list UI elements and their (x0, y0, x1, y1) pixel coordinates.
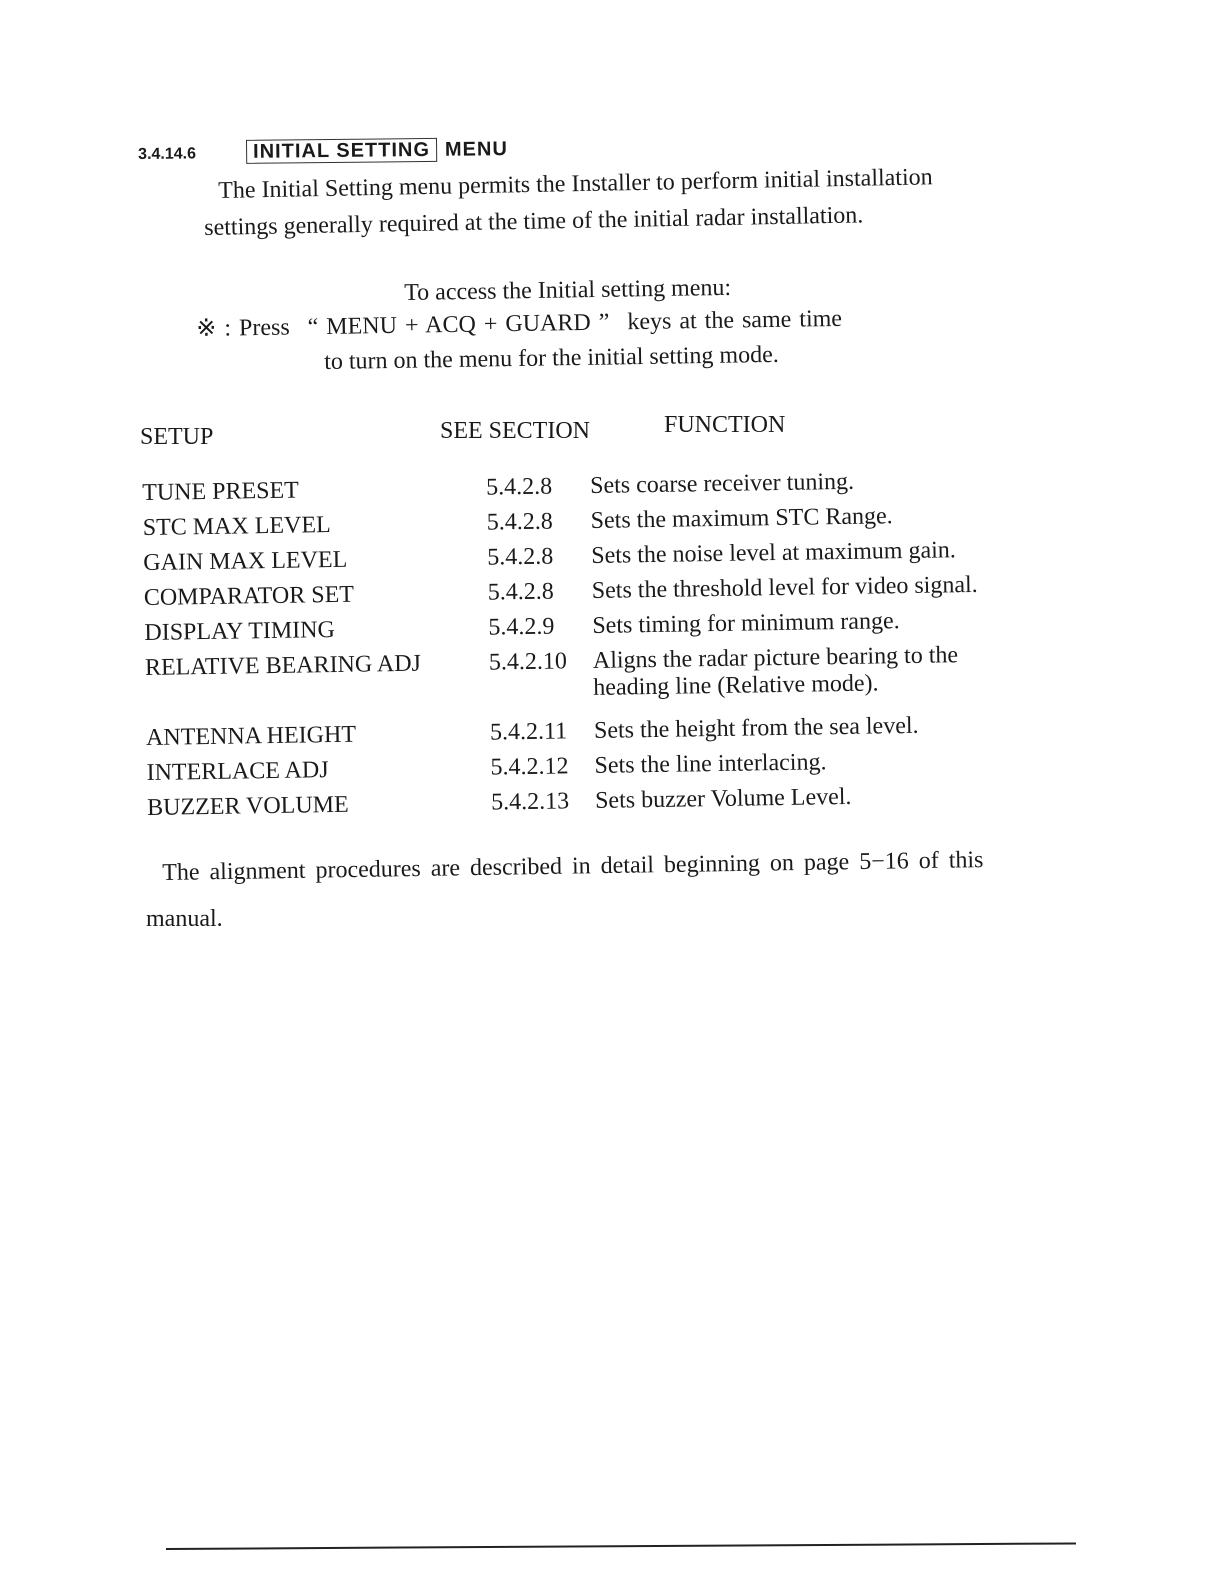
column-header-setup: SETUP (140, 424, 214, 450)
setup-name: GAIN MAX LEVEL (143, 546, 348, 576)
access-instruction-tail: keys at the same time (627, 305, 843, 336)
setup-name: STC MAX LEVEL (142, 512, 331, 541)
section-title-suffix: MENU (444, 138, 508, 161)
intro-line-1: The Initial Setting menu permits the Installer to perform initial installation (218, 164, 933, 204)
section-ref: 5.4.2.9 (488, 613, 555, 641)
section-ref: 5.4.2.11 (489, 718, 568, 746)
footer-note-line-2: manual. (146, 906, 223, 932)
section-ref: 5.4.2.12 (490, 753, 569, 781)
function-text: Sets timing for minimum range. (592, 608, 900, 639)
initial-setting-key-label: INITIAL SETTING (246, 138, 437, 164)
footer-note-line-1: The alignment procedures are described in detail beginning on page 5−16 of this (162, 847, 984, 886)
section-ref: 5.4.2.13 (490, 788, 570, 816)
function-text: Sets the threshold level for video signal. (591, 571, 978, 604)
reference-marker: ※ : Press (196, 314, 290, 342)
function-text: Sets the maximum STC Range. (590, 503, 893, 534)
function-text: Sets the height from the sea level. (593, 712, 919, 744)
column-header-see-section: SEE SECTION (440, 418, 590, 444)
function-text: Sets coarse receiver tuning. (589, 468, 855, 499)
setup-name: COMPARATOR SET (143, 581, 355, 611)
bottom-rule (166, 1542, 1076, 1550)
section-ref: 5.4.2.10 (488, 648, 568, 676)
setup-name: DISPLAY TIMING (144, 616, 336, 646)
section-ref: 5.4.2.8 (485, 473, 553, 501)
section-ref: 5.4.2.8 (487, 578, 555, 606)
function-text: Sets buzzer Volume Level. (594, 783, 852, 814)
function-text: Sets the line interlacing. (594, 749, 827, 779)
function-text: Sets the noise level at maximum gain. (591, 537, 957, 569)
key-combination: “ MENU + ACQ + GUARD ” (307, 309, 610, 341)
section-number: 3.4.14.6 (138, 145, 197, 163)
access-instruction (196, 304, 842, 343)
intro-line-2: settings generally required at the time of the initial radar installation. (204, 202, 864, 241)
section-ref: 5.4.2.8 (487, 543, 554, 571)
section-heading (138, 138, 508, 165)
setup-name: RELATIVE BEARING ADJ (144, 650, 422, 681)
setup-name: TUNE PRESET (142, 477, 300, 506)
column-header-function: FUNCTION (664, 412, 786, 438)
setup-name: ANTENNA HEIGHT (145, 721, 357, 751)
function-text-line-2: heading line (Relative mode). (593, 670, 879, 701)
access-title: To access the Initial setting menu: (404, 274, 732, 306)
setup-table (142, 465, 1107, 830)
setup-name: BUZZER VOLUME (146, 791, 349, 821)
access-instruction-line-2: to turn on the menu for the initial setting mode. (324, 341, 779, 375)
section-ref: 5.4.2.8 (486, 508, 553, 536)
setup-name: INTERLACE ADJ (146, 757, 329, 786)
function-text-line-1: Aligns the radar picture bearing to the (592, 642, 959, 674)
function-text (593, 642, 959, 702)
